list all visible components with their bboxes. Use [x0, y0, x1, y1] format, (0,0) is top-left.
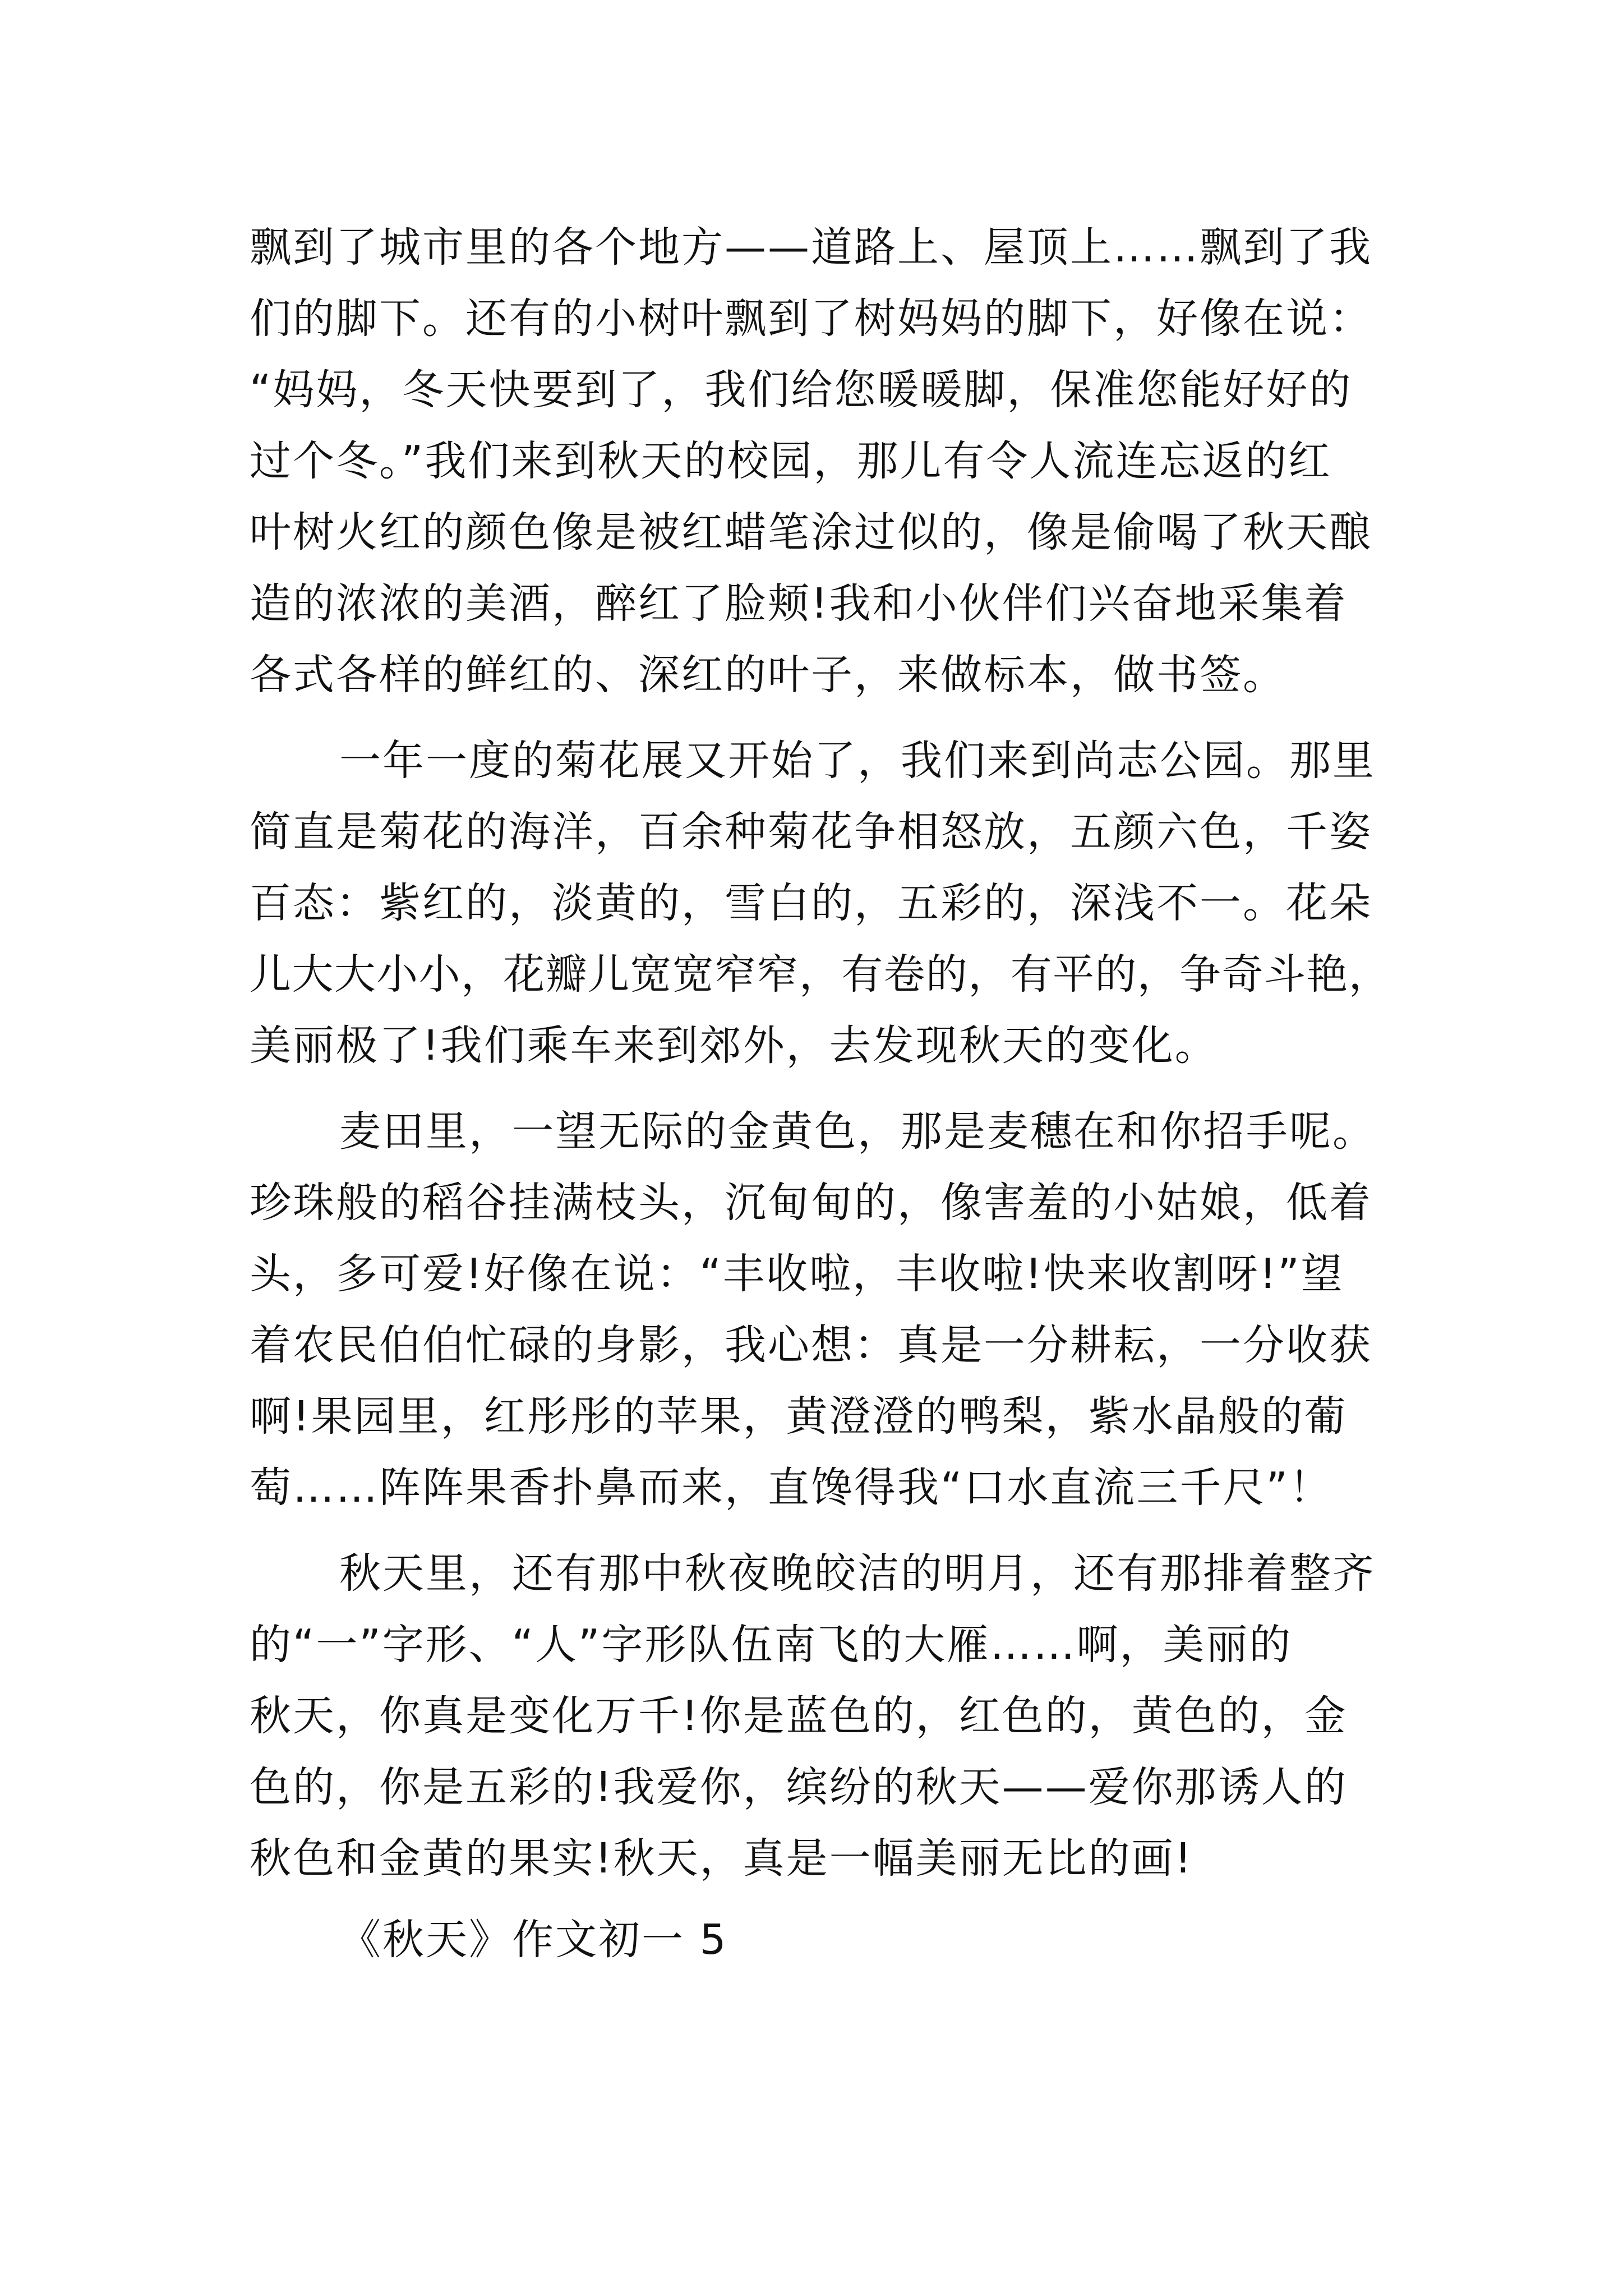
text-line: 啊!果园里，红彤彤的苹果，黄澄澄的鸭梨，紫水晶般的葡	[250, 1392, 1348, 1441]
text-line: 飘到了城市里的各个地方——道路上、屋顶上……飘到了我	[250, 223, 1372, 272]
text-line: 过个冬。”我们来到秋天的校园，那儿有令人流连忘返的红	[250, 437, 1332, 485]
text-line: 们的脚下。还有的小树叶飘到了树妈妈的脚下，好像在说：	[250, 295, 1372, 343]
text-line: 叶树火红的颜色像是被红蜡笔涂过似的，像是偷喝了秋天酿	[250, 508, 1372, 556]
text-line: 造的浓浓的美酒，醉红了脸颊!我和小伙伴们兴奋地采集着	[250, 579, 1348, 628]
text-line: 珍珠般的稻谷挂满枝头，沉甸甸的，像害羞的小姑娘，低着	[250, 1179, 1372, 1227]
text-line: 萄……阵阵果香扑鼻而来，直馋得我“口水直流三千尺”！	[250, 1464, 1332, 1512]
text-line: 着农民伯伯忙碌的身影，我心想：真是一分耕耘，一分收获	[250, 1321, 1372, 1369]
text-line: 百态：紫红的，淡黄的，雪白的，五彩的，深浅不一。花朵	[250, 879, 1372, 927]
text-line: 儿大大小小，花瓣儿宽宽窄窄，有卷的，有平的，争奇斗艳，	[250, 950, 1391, 999]
text-line: 秋色和金黄的果实!秋天，真是一幅美丽无比的画!	[250, 1834, 1193, 1883]
text-line: 头，多可爱!好像在说：“丰收啦，丰收啦!快来收割呀!”望	[250, 1250, 1344, 1298]
text-line: “妈妈，冬天快要到了，我们给您暖暖脚，保准您能好好的	[250, 366, 1353, 414]
paragraph-first-line: 秋天里，还有那中秋夜晚皎洁的明月，还有那排着整齐	[339, 1549, 1376, 1598]
section-heading: 《秋天》作文初一 5	[339, 1916, 728, 1964]
text-line: 美丽极了!我们乘车来到郊外，去发现秋天的变化。	[250, 1022, 1218, 1070]
text-line: 色的，你是五彩的!我爱你，缤纷的秋天——爱你那诱人的	[250, 1763, 1348, 1811]
text-line: 各式各样的鲜红的、深红的叶子，来做标本，做书签。	[250, 651, 1286, 699]
paragraph-first-line: 一年一度的菊花展又开始了，我们来到尚志公园。那里	[339, 737, 1376, 785]
text-line: 简直是菊花的海洋，百余种菊花争相怒放，五颜六色，千姿	[250, 808, 1372, 856]
text-line: 的“一”字形、“人”字形队伍南飞的大雁……啊，美丽的	[250, 1621, 1293, 1669]
text-line: 秋天，你真是变化万千!你是蓝色的，红色的，黄色的，金	[250, 1692, 1348, 1740]
paragraph-first-line: 麦田里，一望无际的金黄色，那是麦穗在和你招手呢。	[339, 1107, 1376, 1156]
